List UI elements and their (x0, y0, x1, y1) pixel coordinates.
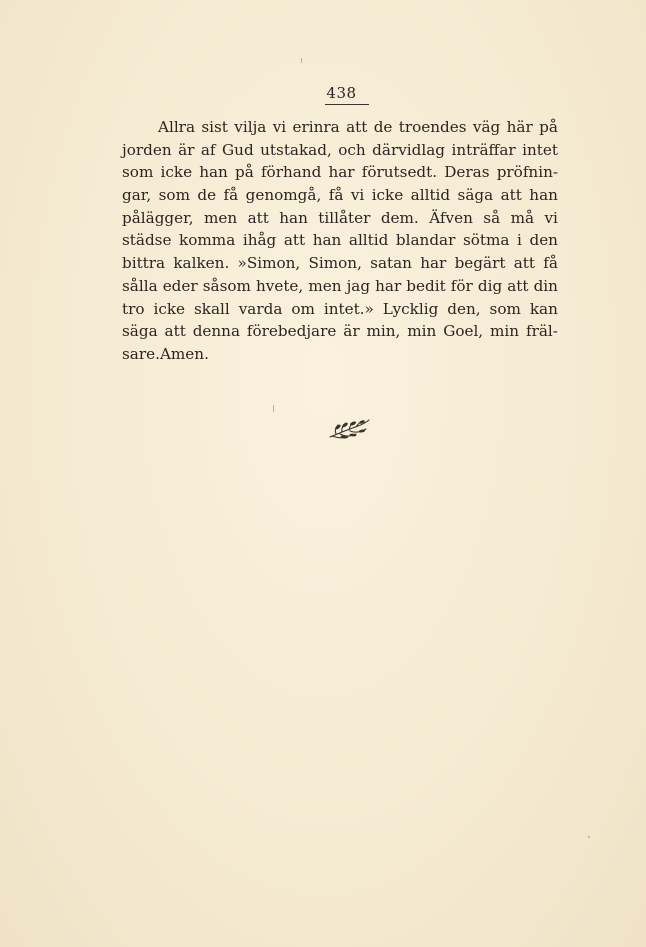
word: Goel, (443, 322, 484, 341)
word: att (283, 231, 306, 250)
word: han (279, 208, 308, 227)
word: sålla (122, 276, 158, 295)
word: är (178, 140, 195, 159)
word: Deras (444, 163, 490, 182)
word: vi (350, 186, 365, 205)
word: Amen. (159, 344, 209, 363)
text-line (122, 116, 558, 139)
word: att (513, 254, 535, 273)
leaf-branch-icon (326, 417, 372, 441)
word: Äfven (429, 208, 473, 227)
word: må (510, 208, 535, 227)
word: sare. (122, 344, 160, 363)
word: som (122, 163, 154, 182)
word: här (506, 118, 533, 136)
word: men (203, 208, 238, 227)
word: hvete, (255, 276, 304, 295)
word: såsom (202, 276, 251, 295)
word: af (200, 140, 216, 159)
word: har (420, 254, 447, 273)
text-line (122, 320, 558, 343)
word: min (407, 322, 437, 341)
word: vilja (234, 118, 267, 136)
word: sötma (462, 231, 510, 250)
word: på (539, 118, 558, 136)
word: förutsedt. (361, 163, 438, 182)
page-number-rule (325, 104, 369, 105)
word: bedit (406, 276, 446, 295)
word: alltid (348, 231, 389, 250)
word: min (490, 322, 520, 341)
word: få (543, 254, 558, 273)
text-line (122, 343, 558, 366)
word: Lycklig (382, 299, 439, 318)
word: dig (477, 276, 503, 295)
word: säga (122, 322, 158, 341)
paper-speck (588, 836, 590, 838)
word: Gud (222, 140, 254, 159)
word: genomgå, (245, 186, 322, 205)
word: väg (472, 118, 501, 136)
word: de (197, 186, 217, 205)
word: din (533, 276, 558, 295)
word: har (328, 163, 355, 182)
word: jorden (122, 140, 172, 159)
word: i (517, 231, 522, 250)
word: pröfnin- (496, 163, 558, 182)
word: troendes (398, 118, 467, 136)
word: icke (160, 163, 193, 182)
word: om (291, 299, 315, 318)
paper-speck (301, 58, 302, 63)
word: få (223, 186, 239, 205)
word: inträffar (451, 140, 516, 159)
word: alltid (410, 186, 451, 205)
word: har (375, 276, 402, 295)
word: som (489, 299, 521, 318)
word: skall (193, 299, 230, 318)
word: för (450, 276, 473, 295)
word: att (247, 208, 269, 227)
word: säga (457, 186, 494, 205)
word: men (308, 276, 342, 295)
body-text (122, 116, 558, 366)
word: tro (122, 299, 145, 318)
word: är (343, 322, 360, 341)
text-line (122, 298, 558, 321)
word: den (529, 231, 558, 250)
word: denna (192, 322, 241, 341)
word: att (500, 186, 522, 205)
word: icke (371, 186, 404, 205)
text-line (122, 184, 558, 207)
word: Simon, (308, 254, 362, 273)
word: som (158, 186, 190, 205)
word: »Simon, (237, 254, 301, 273)
word: han (312, 231, 342, 250)
word: att (164, 322, 186, 341)
word: han (529, 186, 558, 205)
word: så (483, 208, 501, 227)
text-line (122, 161, 558, 184)
word: min, (366, 322, 401, 341)
text-line (122, 207, 558, 230)
word: begärt (454, 254, 506, 273)
text-line (122, 275, 558, 298)
word: varda (238, 299, 283, 318)
word: den, (447, 299, 481, 318)
word: tillåter (318, 208, 371, 227)
page-number: 438 (326, 84, 357, 102)
word: kalken. (173, 254, 230, 273)
text-line (122, 229, 558, 252)
word: Allra (158, 118, 195, 136)
word: erinra (292, 118, 340, 136)
word: kan (529, 299, 558, 318)
text-line (122, 139, 558, 162)
word: på (235, 163, 254, 182)
word: jag (346, 276, 371, 295)
word: intet.» (323, 299, 374, 318)
word: intet (522, 140, 558, 159)
word: städse (122, 231, 172, 250)
word: sist (201, 118, 228, 136)
word: fräl- (525, 322, 558, 341)
word: förebedjare (246, 322, 337, 341)
word: att (346, 118, 368, 136)
word: han (199, 163, 228, 182)
word: komma (179, 231, 236, 250)
word: ihåg (242, 231, 277, 250)
word: få (328, 186, 344, 205)
word: därvidlag (372, 140, 446, 159)
word: gar, (122, 186, 152, 205)
word: att (507, 276, 529, 295)
word: vi (544, 208, 558, 227)
word: utstakad, (260, 140, 332, 159)
word: vi (272, 118, 287, 136)
paper-speck (273, 405, 274, 412)
word: eder (162, 276, 198, 295)
text-line (122, 252, 558, 275)
word: pålägger, (122, 208, 194, 227)
word: de (373, 118, 393, 136)
word: satan (370, 254, 412, 273)
word: dem. (380, 208, 419, 227)
word: blandar (395, 231, 456, 250)
word: bittra (122, 254, 166, 273)
word: icke (153, 299, 186, 318)
word: och (338, 140, 366, 159)
word: förhand (260, 163, 322, 182)
